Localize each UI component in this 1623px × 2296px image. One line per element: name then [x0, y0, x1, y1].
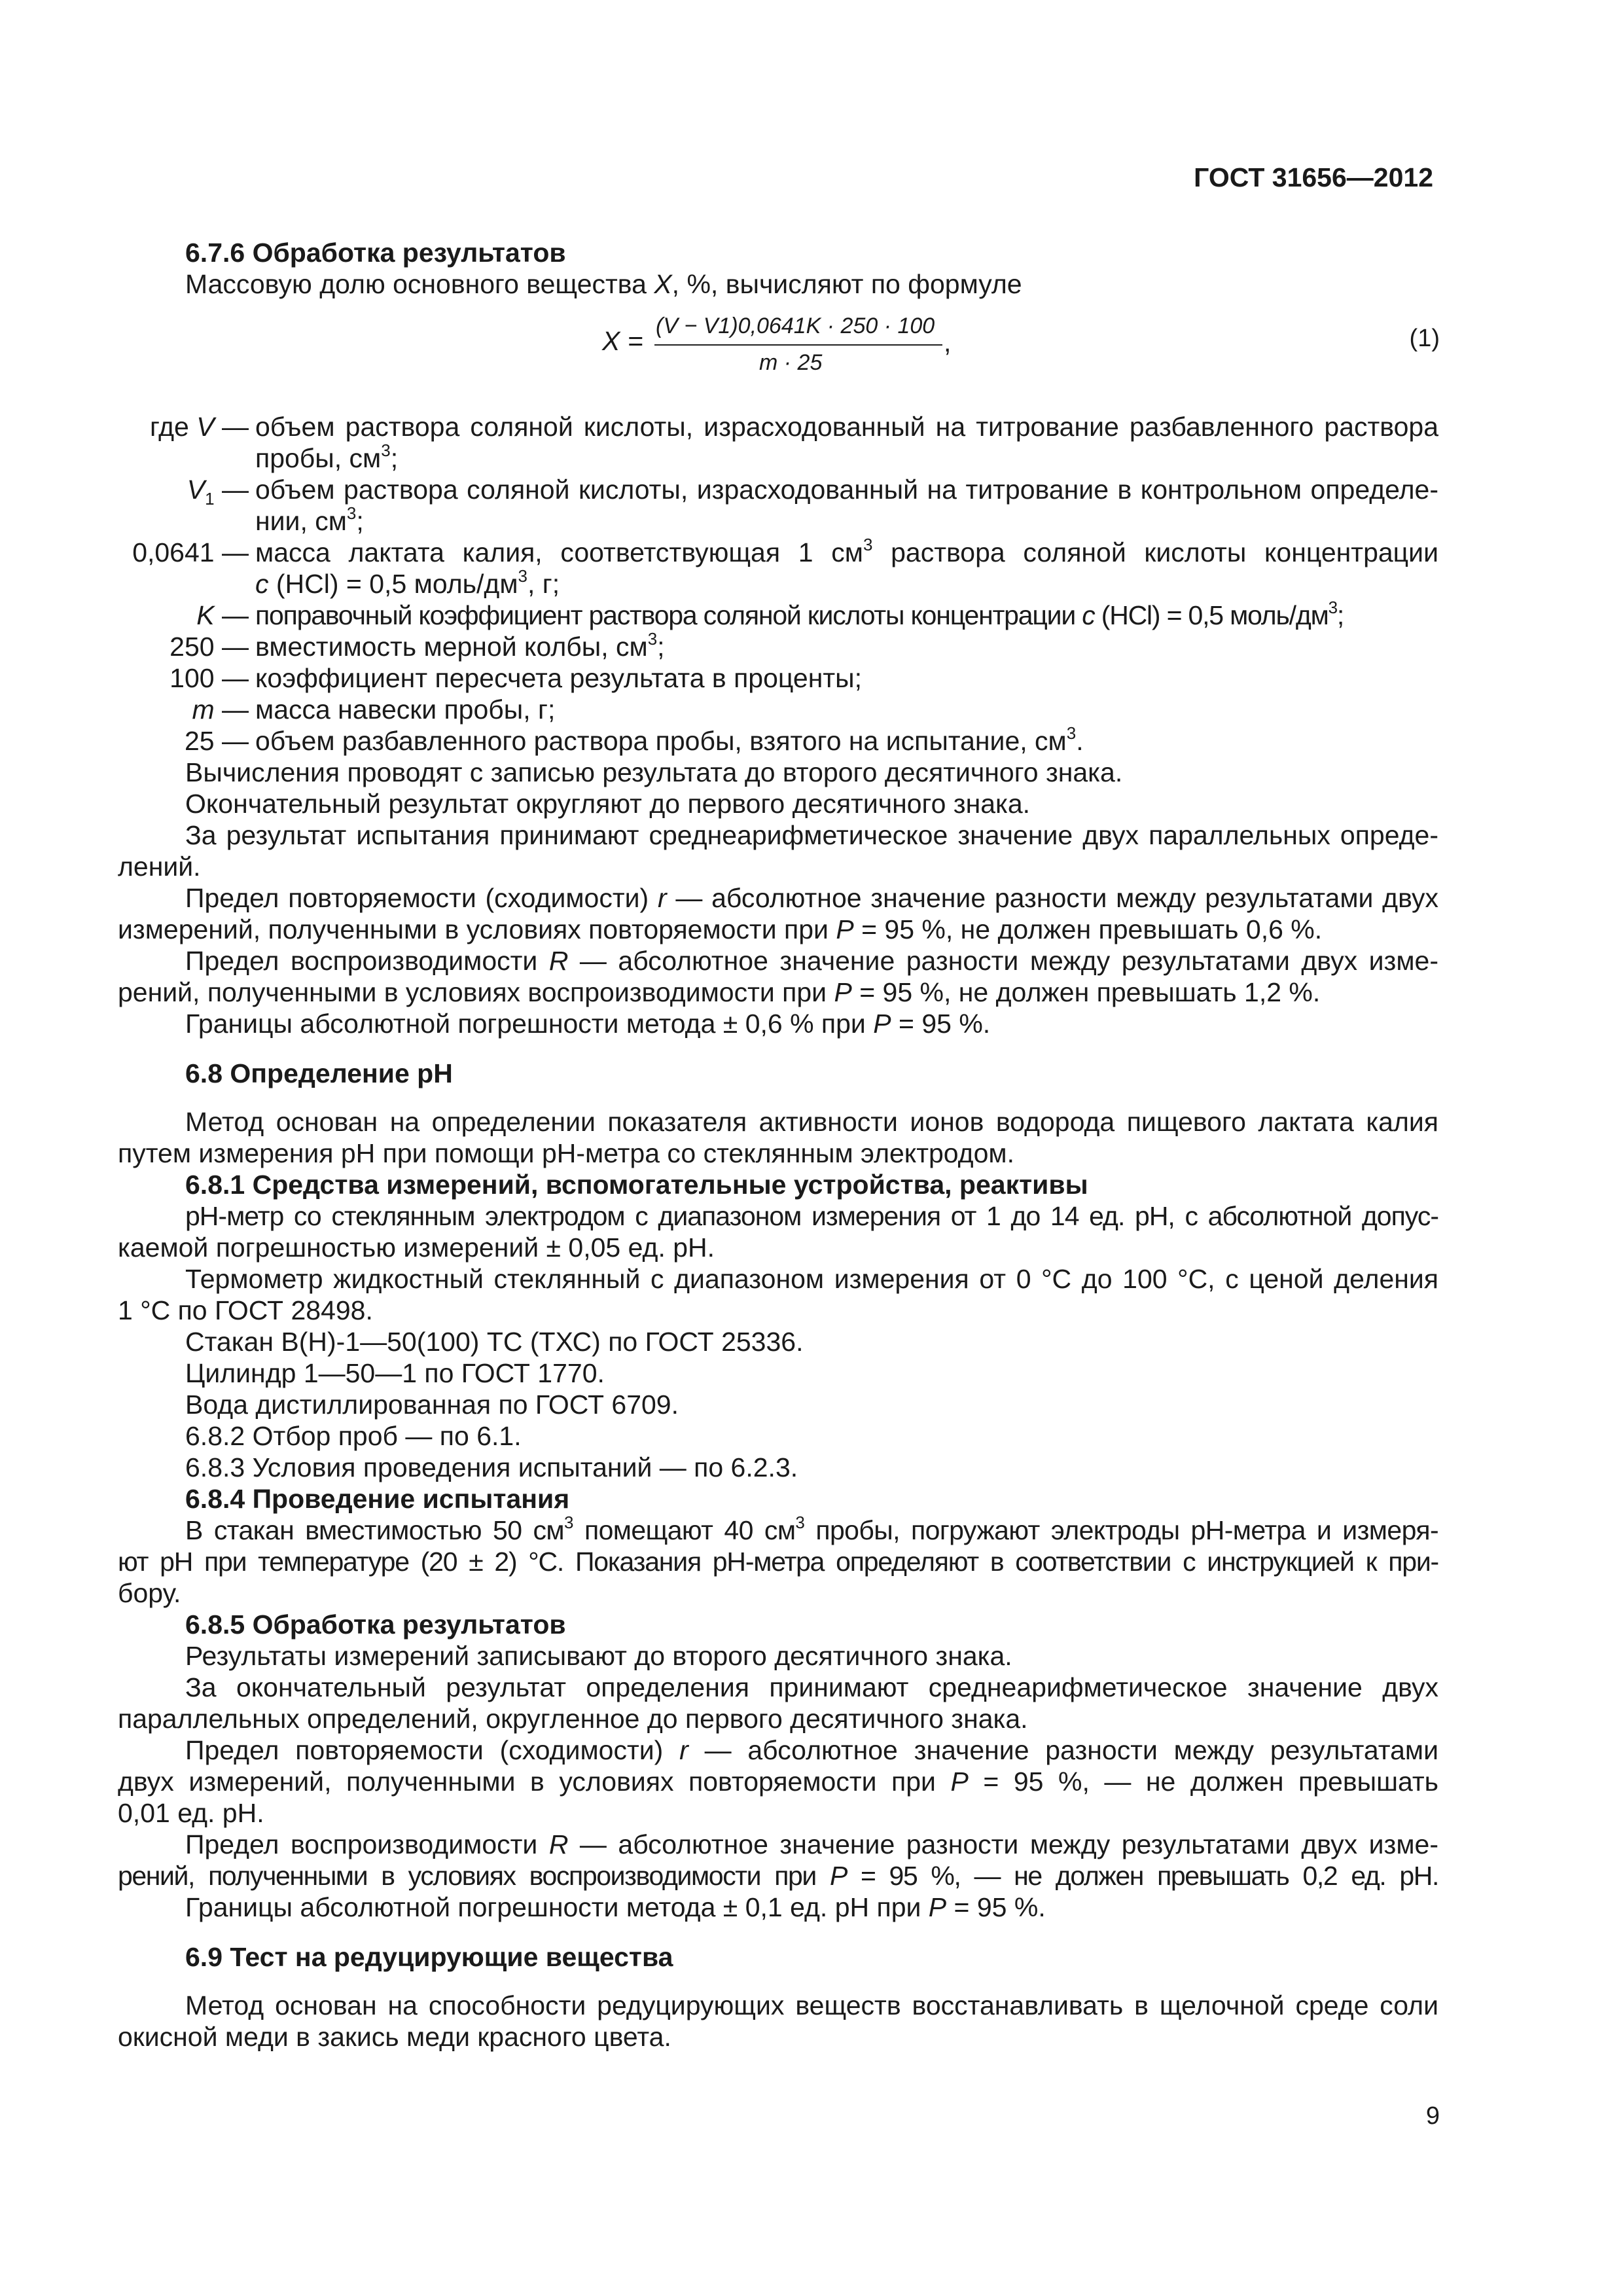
definition-term: 250 — [169, 632, 249, 662]
document-standard-number: ГОСТ 31656—2012 [1194, 162, 1433, 192]
paragraph: лений. [118, 852, 201, 882]
section-6-9-title: 6.9 Тест на редуцирующие вещества [185, 1942, 673, 1972]
definition-continuation: нии, $см^3$; [255, 503, 364, 536]
paragraph: Цилиндр 1—50—1 по ГОСТ 1770. [185, 1358, 605, 1388]
paragraph: 6.8.3 Условия проведения испытаний — по 6.2.3. [185, 1452, 798, 1482]
paragraph: Результаты измерений записывают до второго десятичного знака. [185, 1641, 1012, 1671]
formula-trail: , [944, 327, 952, 357]
formula-lhs: X = [602, 326, 643, 356]
paragraph: Предел повторяемости (сходимости) r — абсолютное значение разности между результатами [185, 1735, 1438, 1765]
definition-term: m — [192, 694, 249, 725]
paragraph: параллельных определений, округленное до первого десятичного знака. [118, 1704, 1028, 1734]
paragraph: 1 °С по ГОСТ 28498. [118, 1295, 373, 1325]
section-6-8-4-title: 6.8.4 Проведение испытания [185, 1484, 570, 1514]
section-6-7-6-intro: Массовую долю основного вещества X, %, вычисляют по формуле [185, 269, 1022, 299]
paragraph: окисной меди в закись меди красного цвета. [118, 2022, 671, 2052]
paragraph: За окончательный результат определения принимают среднеарифметическое значение двух [185, 1672, 1438, 1702]
section-6-8-title: 6.8 Определение pH [185, 1058, 453, 1088]
page-number: 9 [1425, 2102, 1440, 2130]
paragraph: Метод основан на определении показателя активности ионов водорода пищевого лактата калия [185, 1107, 1438, 1137]
definition-term: $V_1$ — [187, 475, 249, 509]
definition-text: коэффициент пересчета результата в проценты; [255, 663, 862, 693]
section-6-8-1-title: 6.8.1 Средства измерений, вспомогательные устройства, реактивы [185, 1170, 1088, 1200]
paragraph: каемой погрешностью измерений ± 0,05 ед. pH. [118, 1232, 715, 1263]
paragraph: 6.8.2 Отбор проб — по 6.1. [185, 1421, 522, 1451]
definition-continuation: пробы, $см^3$; [255, 440, 399, 473]
definition-text: масса навески пробы, г; [255, 694, 556, 725]
definition-text: поправочный коэффициент раствора соляной кислоты концентрации c (HCl) = 0,5 моль/$дм^3$; [255, 598, 1344, 630]
paragraph: бору. [118, 1578, 181, 1608]
paragraph: 0,01 ед. pH. [118, 1798, 264, 1828]
definition-term: 0,0641 — [132, 537, 249, 567]
paragraph: Предел воспроизводимости R — абсолютное значение разности между результатами двух изме- [185, 946, 1438, 976]
paragraph: Стакан В(Н)-1—50(100) ТС (ТХС) по ГОСТ 25336. [185, 1327, 804, 1357]
paragraph: pH-метр со стеклянным электродом с диапазоном измерения от 1 до 14 ед. pH, с абсолютной допус- [185, 1201, 1438, 1231]
paragraph: Предел воспроизводимости R — абсолютное значение разности между результатами двух изме- [185, 1829, 1438, 1859]
paragraph: Окончательный результат округляют до первого десятичного знака. [185, 789, 1031, 819]
paragraph: двух измерений, полученными в условиях повторяемости при P = 95 %, — не должен превышать [118, 1767, 1439, 1797]
definition-text: объем раствора соляной кислоты, израсходованный на титрование в контрольном определе- [255, 475, 1438, 505]
paragraph: В стакан вместимостью 50 $см^3$ помещают 40 $см^3$ пробы, погружают электроды pH-метра и измеря- [185, 1513, 1438, 1545]
definition-text: масса лактата калия, соответствующая 1 $см^3$ раствора соляной кислоты концентрации [255, 535, 1438, 567]
paragraph: рений, полученными в условиях воспроизводимости при P = 95 %, не должен превышать 1,2 %. [118, 977, 1321, 1007]
formula-numerator: (V − V1)0,0641K · 250 · 100 [656, 314, 935, 338]
paragraph: Границы абсолютной погрешности метода ± 0,1 ед. pH при P = 95 %. [185, 1892, 1046, 1922]
section-6-7-6-title: 6.7.6 Обработка результатов [185, 238, 566, 268]
paragraph: путем измерения pH при помощи pH-метра со стеклянным электродом. [118, 1138, 1014, 1168]
paragraph: ют pH при температуре (20 ± 2) °С. Показания pH-метра определяют в соответствии с инструкцией к при- [118, 1547, 1438, 1577]
section-6-8-5-title: 6.8.5 Обработка результатов [185, 1609, 566, 1640]
fraction-bar [654, 344, 942, 346]
paragraph: Предел повторяемости (сходимости) r — абсолютное значение разности между результатами двух [185, 883, 1438, 913]
definition-term: 25 — [184, 726, 249, 756]
definition-text: вместимость мерной колбы, $см^3$; [255, 629, 665, 662]
definition-continuation: c (HCl) = 0,5 моль/$дм^3$, г; [255, 566, 560, 599]
paragraph: Вода дистиллированная по ГОСТ 6709. [185, 1390, 679, 1420]
formula-denominator: m · 25 [759, 350, 823, 375]
paragraph: Термометр жидкостный стеклянный с диапазоном измерения от 0 °С до 100 °С, с ценой деления [185, 1264, 1438, 1294]
definition-term: где V — [149, 412, 249, 442]
paragraph: Границы абсолютной погрешности метода ± 0,6 % при P = 95 %. [185, 1009, 991, 1039]
definition-term: K — [196, 600, 249, 630]
formula-number: (1) [1409, 325, 1440, 352]
paragraph: Метод основан на способности редуцирующих веществ восстанавливать в щелочной среде соли [185, 1990, 1438, 2020]
definition-text: объем разбавленного раствора пробы, взятого на испытание, $см^3$. [255, 723, 1084, 756]
paragraph: измерений, полученными в условиях повторяемости при P = 95 %, не должен превышать 0,6 %. [118, 914, 1323, 944]
definition-text: объем раствора соляной кислоты, израсходованный на титрование разбавленного раствора [255, 412, 1438, 442]
paragraph: рений, полученными в условиях воспроизводимости при P = 95 %, — не должен превышать 0,2 ед. pH. [118, 1861, 1438, 1891]
definition-term: 100 — [169, 663, 249, 693]
paragraph: Вычисления проводят с записью результата до второго десятичного знака. [185, 757, 1123, 787]
paragraph: За результат испытания принимают среднеарифметическое значение двух параллельных опреде- [185, 820, 1438, 850]
